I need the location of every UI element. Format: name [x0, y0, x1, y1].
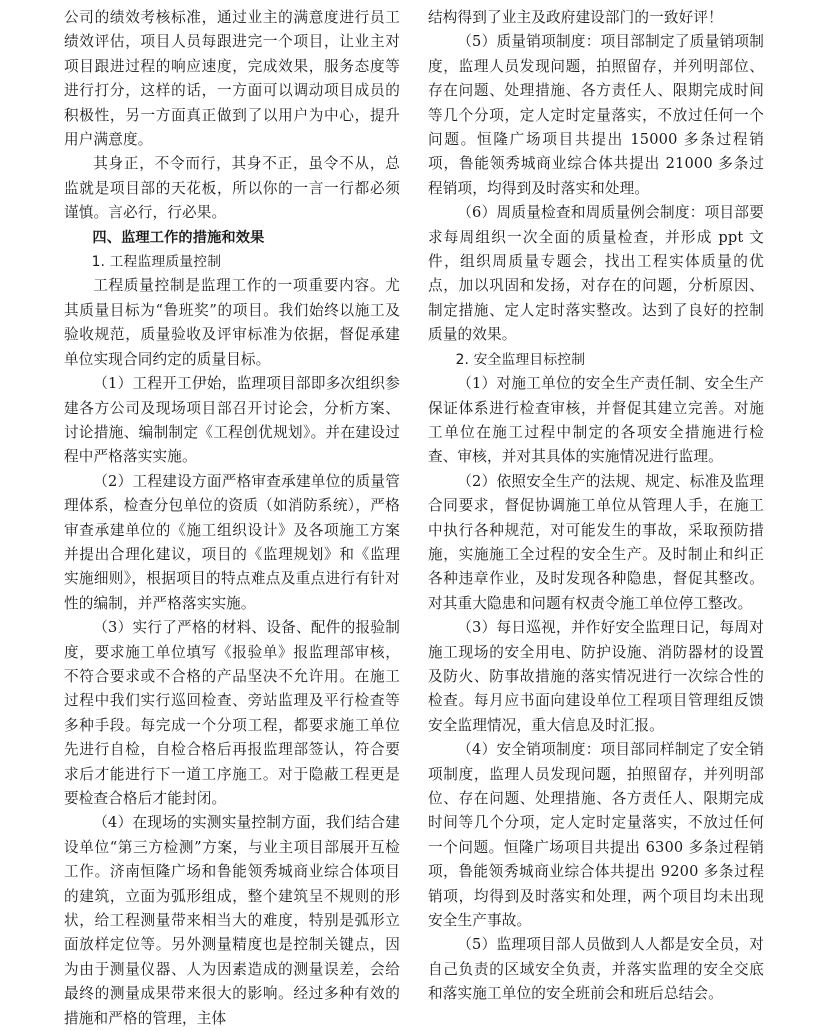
- paragraph: （3）每日巡视，并作好安全监理日记，每周对施工现场的安全用电、防护设施、消防器材的设置及防火、防事故措施的落实情况进行一次综合性的检查。每月应书面向建设单位工程项目管理组反馈安全监理情况，重大信息及时汇报。: [428, 619, 764, 734]
- left-column: [64, 6, 400, 1031]
- paragraph: （6）周质量检查和周质量例会制度：项目部要求每周组织一次全面的质量检查，并形成 ppt 文件，组织周质量专题会，找出工程实体质量的优点，加以巩固和发扬，对存在的问题，分析原因、制定措施、定人定时落实整改。达到了良好的控制质量的效果。: [428, 204, 764, 344]
- paragraph: （2）工程建设方面严格审查承建单位的质量管理体系，检查分包单位的资质（如消防系统），严格审查承建单位的《施工组织设计》及各项施工方案并提出合理化建议，项目的《监理规划》和《监理实施细则》，根据项目的特点难点及重点进行有针对性的编制，并严格落实实施。: [64, 472, 400, 612]
- paragraph: 结构得到了业主及政府建设部门的一致好评！: [428, 9, 723, 26]
- paragraph: （3）实行了严格的材料、设备、配件的报验制度，要求施工单位填写《报验单》报监理部审核，不符合要求或不合格的产品坚决不允许用。在施工过程中我们实行巡回检查、旁站监理及平行检查等多种手段。每完成一个分项工程，都要求施工单位先进行自检，自检合格后再报监理部签认，符合要求后才能进行下一道工序施工。对于隐蔽工程更是要检查合格后才能封闭。: [64, 619, 400, 807]
- paragraph: （2）依照安全生产的法规、规定、标准及监理合同要求，督促协调施工单位从管理人手，在施工中执行各种规范，对可能发生的事故，采取预防措施，实施施工全过程的安全生产。及时制止和纠正各种违章作业，及时发现各种隐患，督促其整改。对其重大隐患和问题有权责令施工单位停工整改。: [428, 472, 764, 612]
- paragraph: （1）对施工单位的安全生产责任制、安全生产保证体系进行检查审核，并督促其建立完善。对施工单位在施工过程中制定的各项安全措施进行检查、审核，并对其具体的实施情况进行监理。: [428, 375, 764, 466]
- subsection-heading: 2. 安全监理目标控制: [455, 351, 586, 368]
- paragraph: 工程质量控制是监理工作的一项重要内容。尤其质量目标为“鲁班奖”的项目。我们始终以施工及验收规范，质量验收及评审标准为依据，督促承建单位实现合同约定的质量目标。: [64, 277, 400, 368]
- paragraph: 其身正，不令而行，其身不正，虽令不从，总监就是项目部的天花板，所以你的一言一行都必须谨慎。言必行，行必果。: [64, 155, 400, 222]
- paragraph: （5）监理项目部人员做到人人都是安全员，对自己负责的区域安全负责，并落实监理的安全交底和落实施工单位的安全班前会和班后总结会。: [428, 936, 764, 1003]
- subsection-heading: 1. 工程监理质量控制: [91, 254, 222, 271]
- paragraph: 公司的绩效考核标准，通过业主的满意度进行员工绩效评估，项目人员每跟进完一个项目，让业主对项目跟进过程的响应速度，完成效果，服务态度等进行打分，这样的话，一方面可以调动项目成员的积极性，另一方面真正做到了以用户为中心，提升用户满意度。: [64, 9, 400, 149]
- right-column: [428, 6, 764, 1007]
- paragraph: （4）在现场的实测实量控制方面，我们结合建设单位“第三方检测”方案，与业主项目部展开互检工作。济南恒隆广场和鲁能领秀城商业综合体项目的建筑，立面为弧形组成，整个建筑呈不规则的形状，给工程测量带来相当大的难度，特别是弧形立面放样定位等。另外测量精度也是控制关键点，因为由于测量仪器、人为因素造成的测量误差，会给最终的测量成果带来很大的影响。经过多种有效的措施和严格的管理，主体: [64, 814, 400, 1027]
- paragraph: （5）质量销项制度：项目部制定了质量销项制度，监理人员发现问题，拍照留存，并列明部位、存在问题、处理措施、各方责任人、限期完成时间等几个分项，定人定时定量落实，不放过任何一个问题。恒隆广场项目共提出 15000 多条过程销项，鲁能领秀城商业综合体共提出 21000 多条过程销项，均得到及时落实和处理。: [428, 33, 764, 197]
- paragraph: （1）工程开工伊始，监理项目部即多次组织参建各方公司及现场项目部召开讨论会，分析方案、讨论措施、编制制定《工程创优规划》。并在建设过程中严格落实实施。: [64, 375, 400, 466]
- paragraph: （4）安全销项制度：项目部同样制定了安全销项制度，监理人员发现问题，拍照留存，并列明部位、存在问题、处理措施、各方责任人、限期完成时间等几个分项，定人定时定量落实，不放过任何一个问题。恒隆广场项目共提出 6300 多条过程销项，鲁能领秀城商业综合体共提出 9200 多条过程销项，均得到及时落实和处理，两个项目均未出现安全生产事故。: [428, 741, 764, 930]
- section-heading: 四、监理工作的措施和效果: [92, 229, 265, 246]
